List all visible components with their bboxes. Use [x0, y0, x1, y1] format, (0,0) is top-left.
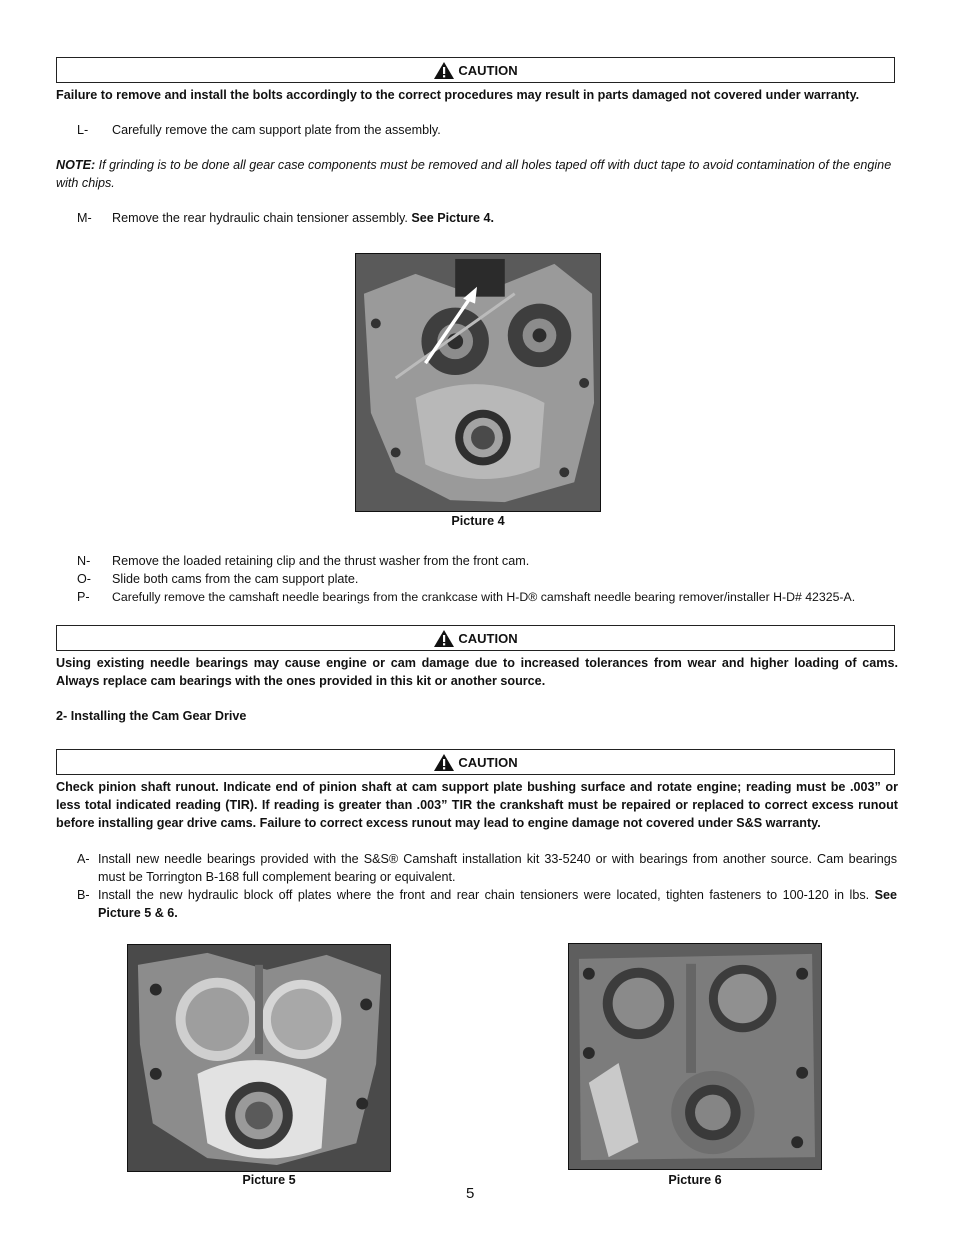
caution-text-3: Check pinion shaft runout. Indicate end of pinion shaft at cam support plate bushing surface and rotate engine; reading must be .003” or less total indicated reading (TIR). If reading is greater than .003” TIR the crankshaft must be repaired or replaced to correct excess runout before installing gear drive cams. Failure to correct excess runout may lead to engine damage not covered under S&S warranty.	[56, 780, 898, 830]
caution-banner-3	[56, 749, 895, 775]
step-text: Install new needle bearings provided with the S&S® Camshaft installation kit 33-5240 or with bearings from another source. Cam bearings must be Torrington B-168 full complement bearing or equivalent.	[98, 852, 897, 884]
note-label: NOTE:	[56, 158, 96, 172]
step-text: Remove the loaded retaining clip and the thrust washer from the front cam.	[112, 554, 530, 568]
caution-banner-2	[56, 625, 895, 651]
section-heading: 2- Installing the Cam Gear Drive	[56, 709, 247, 723]
picture-4-caption: Picture 4	[451, 514, 505, 528]
step-ref: See Picture 4.	[411, 211, 494, 225]
step-text: Install the new hydraulic block off plates where the front and rear chain tensioners were located, tighten fasteners to 100-120 in lbs.	[98, 888, 875, 902]
step-b	[77, 886, 897, 922]
caution-label: CAUTION	[458, 62, 518, 78]
warning-triangle-icon	[433, 629, 455, 648]
caution-text-2: Using existing needle bearings may cause engine or cam damage due to increased tolerances from wear and higher loading of cams. Always replace cam bearings with the ones provided in this kit or another source.	[56, 656, 898, 688]
step-letter: A-	[77, 852, 90, 866]
step-ref: See Picture 5 & 6.	[98, 888, 897, 920]
step-text: Carefully remove the camshaft needle bearings from the crankcase with H-D® camshaft needle bearing remover/installer H-D# 42325-A.	[112, 590, 856, 604]
picture-6-caption: Picture 6	[668, 1173, 722, 1187]
note-text: If grinding is to be done all gear case components must be removed and all holes taped off with duct tape to avoid contamination of the engine with chips.	[56, 158, 892, 190]
warning-triangle-icon	[433, 753, 455, 772]
step-letter: N-	[77, 554, 91, 568]
caution-label: CAUTION	[458, 630, 518, 646]
step-text: Slide both cams from the cam support plate.	[112, 572, 359, 586]
step-letter: L-	[77, 123, 89, 137]
note-paragraph	[56, 156, 898, 192]
caution-label: CAUTION	[458, 754, 518, 770]
picture-6-image	[568, 943, 822, 1170]
page-number: 5	[466, 1185, 475, 1202]
step-letter: O-	[77, 572, 91, 586]
picture-4-image	[355, 253, 601, 512]
picture-5-caption: Picture 5	[242, 1173, 296, 1187]
picture-5-image	[127, 944, 391, 1172]
step-letter: P-	[77, 590, 90, 604]
caution-text-1: Failure to remove and install the bolts accordingly to the correct procedures may result in parts damaged not covered under warranty.	[56, 88, 860, 102]
warning-triangle-icon	[433, 61, 455, 80]
step-a	[77, 850, 897, 886]
step-letter: B-	[77, 888, 90, 902]
step-letter: M-	[77, 211, 92, 225]
step-text: Remove the rear hydraulic chain tensioner assembly.	[112, 211, 412, 225]
caution-banner-1	[56, 57, 895, 83]
step-text: Carefully remove the cam support plate from the assembly.	[112, 123, 441, 137]
